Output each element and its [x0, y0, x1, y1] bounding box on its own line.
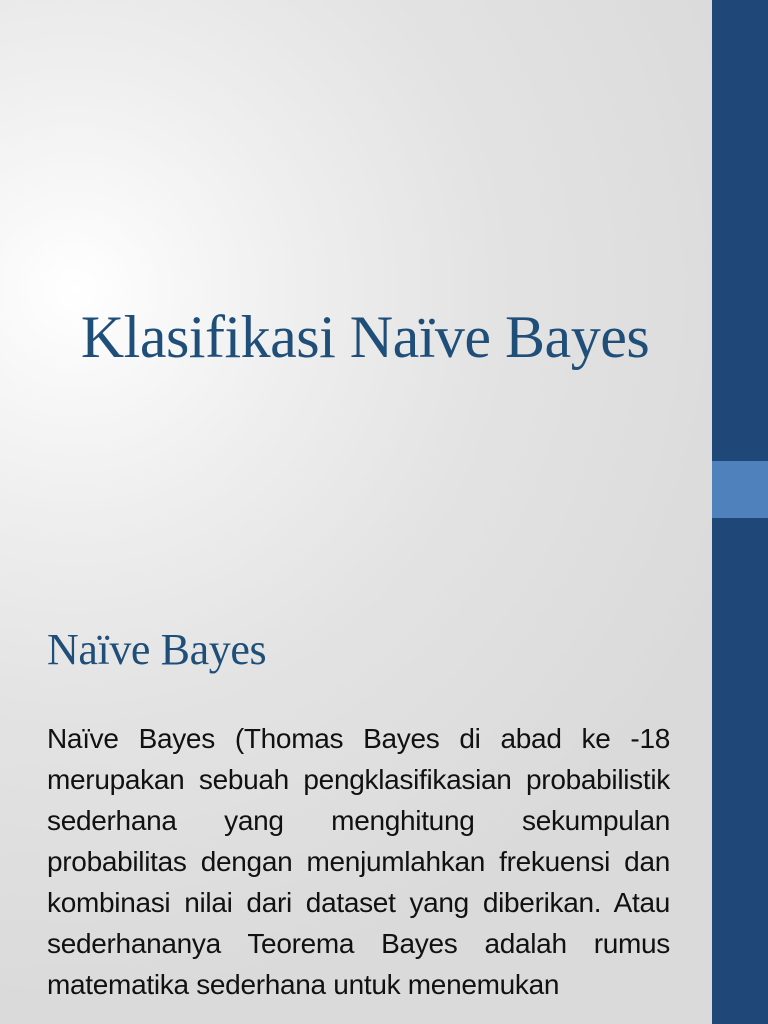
sidebar-accent-block	[712, 461, 768, 518]
content-paragraph: Naïve Bayes (Thomas Bayes di abad ke -18 merupakan sebuah pengklasifikasian probabilistik sederhana yang menghitung sekumpulan probabilitas dengan menjumlahkan frekuensi dan kombinasi nilai dari dataset yang diberikan. Atau sederhananya Teorema Bayes adalah rumus matematika sederhana untuk menemukan	[47, 723, 670, 1000]
slide-title: Klasifikasi Naïve Bayes	[80, 304, 650, 370]
content-heading: Naïve Bayes	[47, 625, 267, 674]
